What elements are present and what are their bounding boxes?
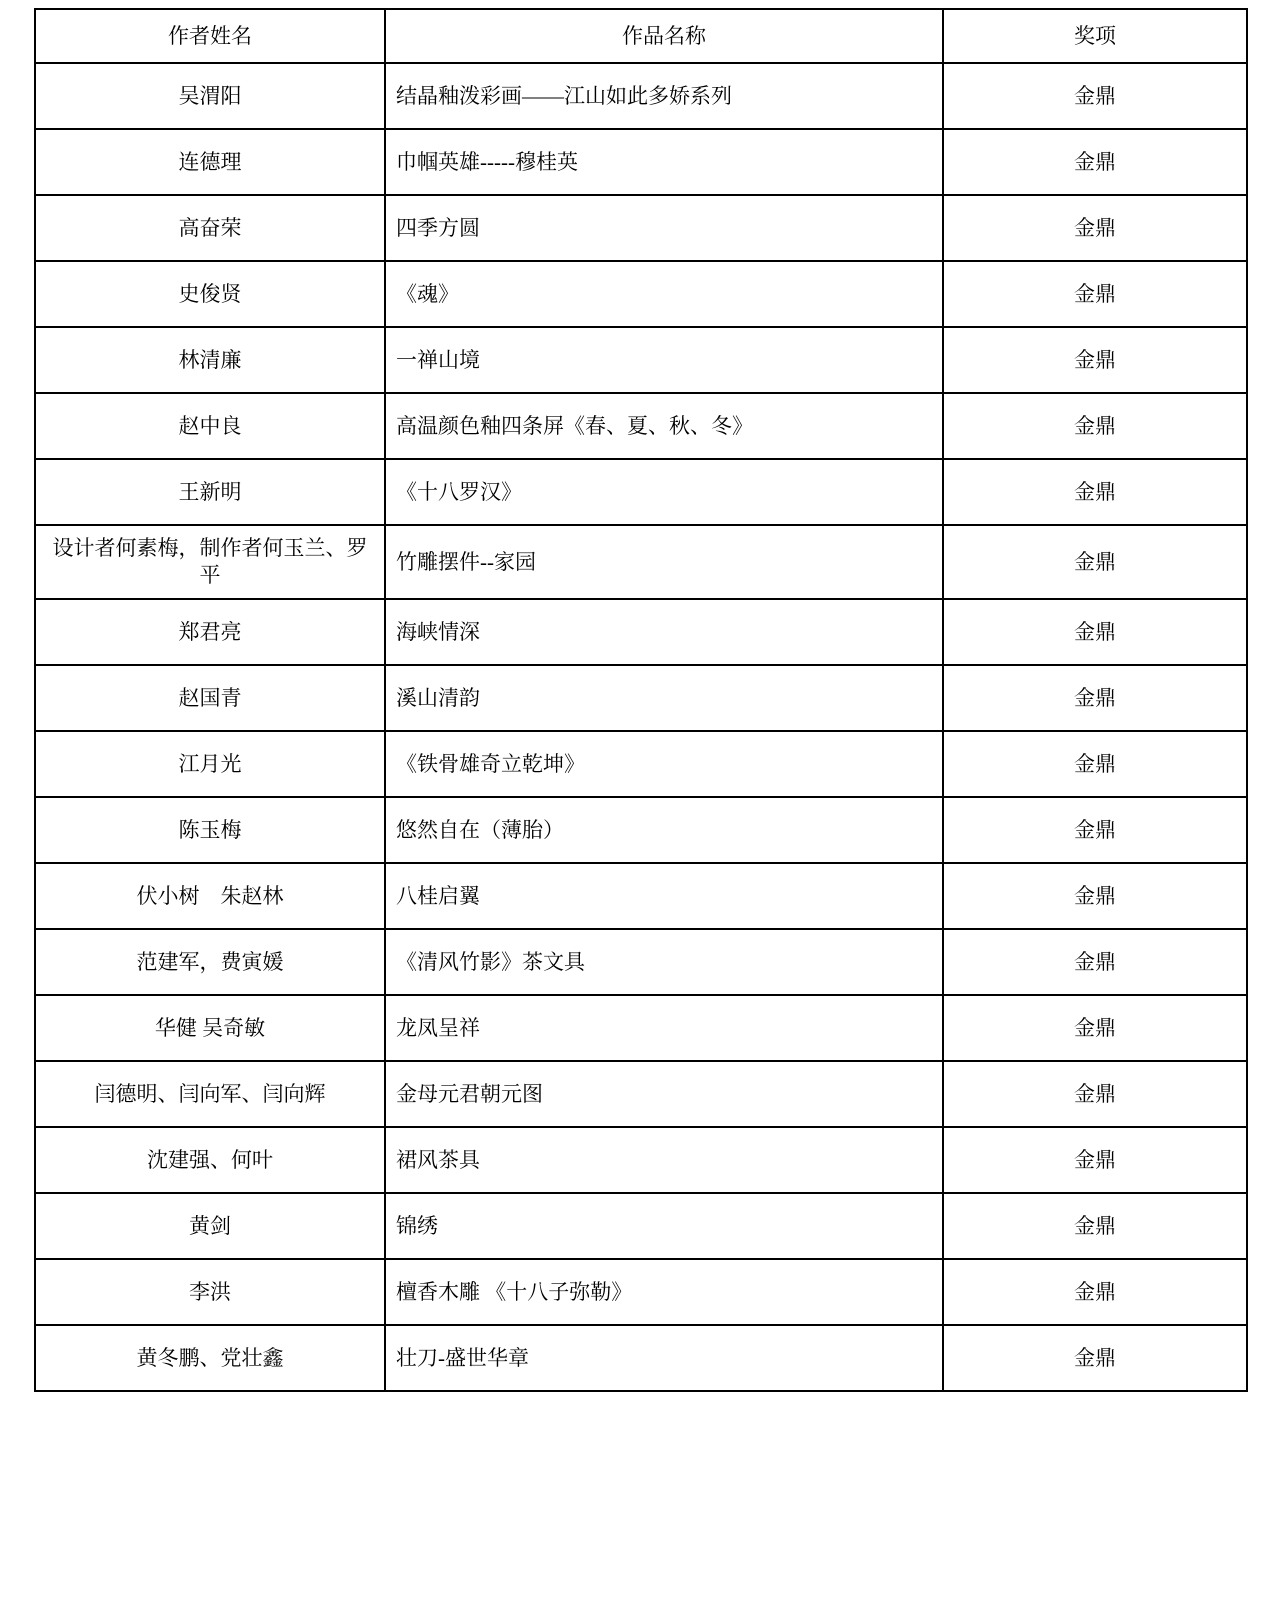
cell-work: 海峡情深 bbox=[385, 599, 943, 665]
cell-author: 江月光 bbox=[35, 731, 385, 797]
cell-author: 华健 吴奇敏 bbox=[35, 995, 385, 1061]
cell-work: 结晶釉泼彩画——江山如此多娇系列 bbox=[385, 63, 943, 129]
table-row bbox=[35, 393, 1247, 459]
table-row bbox=[35, 459, 1247, 525]
cell-work: 巾帼英雄-----穆桂英 bbox=[385, 129, 943, 195]
cell-author: 闫德明、闫向军、闫向辉 bbox=[35, 1061, 385, 1127]
table-row bbox=[35, 797, 1247, 863]
table-row bbox=[35, 63, 1247, 129]
cell-award: 金鼎 bbox=[943, 393, 1247, 459]
cell-work: 《十八罗汉》 bbox=[385, 459, 943, 525]
table-row bbox=[35, 327, 1247, 393]
cell-award: 金鼎 bbox=[943, 863, 1247, 929]
cell-author: 范建军，费寅媛 bbox=[35, 929, 385, 995]
cell-work: 《魂》 bbox=[385, 261, 943, 327]
table-row bbox=[35, 1061, 1247, 1127]
cell-work: 金母元君朝元图 bbox=[385, 1061, 943, 1127]
cell-award: 金鼎 bbox=[943, 459, 1247, 525]
column-header-author: 作者姓名 bbox=[35, 9, 385, 63]
cell-award: 金鼎 bbox=[943, 599, 1247, 665]
table-row bbox=[35, 195, 1247, 261]
cell-award: 金鼎 bbox=[943, 1193, 1247, 1259]
cell-award: 金鼎 bbox=[943, 797, 1247, 863]
table-row bbox=[35, 1259, 1247, 1325]
cell-award: 金鼎 bbox=[943, 129, 1247, 195]
cell-award: 金鼎 bbox=[943, 63, 1247, 129]
table-row bbox=[35, 525, 1247, 599]
cell-work: 《铁骨雄奇立乾坤》 bbox=[385, 731, 943, 797]
cell-author: 郑君亮 bbox=[35, 599, 385, 665]
table-row bbox=[35, 1325, 1247, 1391]
table-row bbox=[35, 929, 1247, 995]
cell-author: 沈建强、何叶 bbox=[35, 1127, 385, 1193]
cell-work: 高温颜色釉四条屏《春、夏、秋、冬》 bbox=[385, 393, 943, 459]
cell-author: 林清廉 bbox=[35, 327, 385, 393]
cell-award: 金鼎 bbox=[943, 995, 1247, 1061]
cell-work: 龙凤呈祥 bbox=[385, 995, 943, 1061]
table-row bbox=[35, 599, 1247, 665]
cell-author: 陈玉梅 bbox=[35, 797, 385, 863]
cell-work: 悠然自在（薄胎） bbox=[385, 797, 943, 863]
table-row bbox=[35, 863, 1247, 929]
cell-work: 壮刀-盛世华章 bbox=[385, 1325, 943, 1391]
cell-author: 伏小树 朱赵林 bbox=[35, 863, 385, 929]
cell-award: 金鼎 bbox=[943, 731, 1247, 797]
cell-author: 连德理 bbox=[35, 129, 385, 195]
cell-work: 八桂启翼 bbox=[385, 863, 943, 929]
cell-award: 金鼎 bbox=[943, 929, 1247, 995]
table-row bbox=[35, 995, 1247, 1061]
cell-author: 设计者何素梅，制作者何玉兰、罗平 bbox=[35, 525, 385, 599]
cell-award: 金鼎 bbox=[943, 1259, 1247, 1325]
cell-award: 金鼎 bbox=[943, 1061, 1247, 1127]
cell-award: 金鼎 bbox=[943, 195, 1247, 261]
cell-author: 吴渭阳 bbox=[35, 63, 385, 129]
cell-work: 檀香木雕 《十八子弥勒》 bbox=[385, 1259, 943, 1325]
table-row bbox=[35, 1193, 1247, 1259]
cell-award: 金鼎 bbox=[943, 261, 1247, 327]
cell-award: 金鼎 bbox=[943, 1127, 1247, 1193]
cell-author: 李洪 bbox=[35, 1259, 385, 1325]
table-row bbox=[35, 129, 1247, 195]
table-row bbox=[35, 261, 1247, 327]
cell-author: 史俊贤 bbox=[35, 261, 385, 327]
cell-work: 溪山清韵 bbox=[385, 665, 943, 731]
table-row bbox=[35, 665, 1247, 731]
table-header-row bbox=[35, 9, 1247, 63]
cell-author: 黄冬鹏、党壮鑫 bbox=[35, 1325, 385, 1391]
column-header-work: 作品名称 bbox=[385, 9, 943, 63]
table-row bbox=[35, 1127, 1247, 1193]
column-header-award: 奖项 bbox=[943, 9, 1247, 63]
cell-author: 黄剑 bbox=[35, 1193, 385, 1259]
cell-work: 锦绣 bbox=[385, 1193, 943, 1259]
cell-work: 裙风茶具 bbox=[385, 1127, 943, 1193]
table-header bbox=[35, 9, 1247, 63]
cell-award: 金鼎 bbox=[943, 665, 1247, 731]
cell-author: 赵中良 bbox=[35, 393, 385, 459]
cell-author: 高奋荣 bbox=[35, 195, 385, 261]
cell-award: 金鼎 bbox=[943, 1325, 1247, 1391]
cell-award: 金鼎 bbox=[943, 327, 1247, 393]
cell-work: 《清风竹影》茶文具 bbox=[385, 929, 943, 995]
cell-work: 四季方圆 bbox=[385, 195, 943, 261]
table-body bbox=[35, 63, 1247, 1391]
cell-work: 一禅山境 bbox=[385, 327, 943, 393]
award-table bbox=[34, 8, 1248, 1392]
cell-work: 竹雕摆件--家园 bbox=[385, 525, 943, 599]
table-row bbox=[35, 731, 1247, 797]
cell-award: 金鼎 bbox=[943, 525, 1247, 599]
cell-author: 赵国青 bbox=[35, 665, 385, 731]
cell-author: 王新明 bbox=[35, 459, 385, 525]
